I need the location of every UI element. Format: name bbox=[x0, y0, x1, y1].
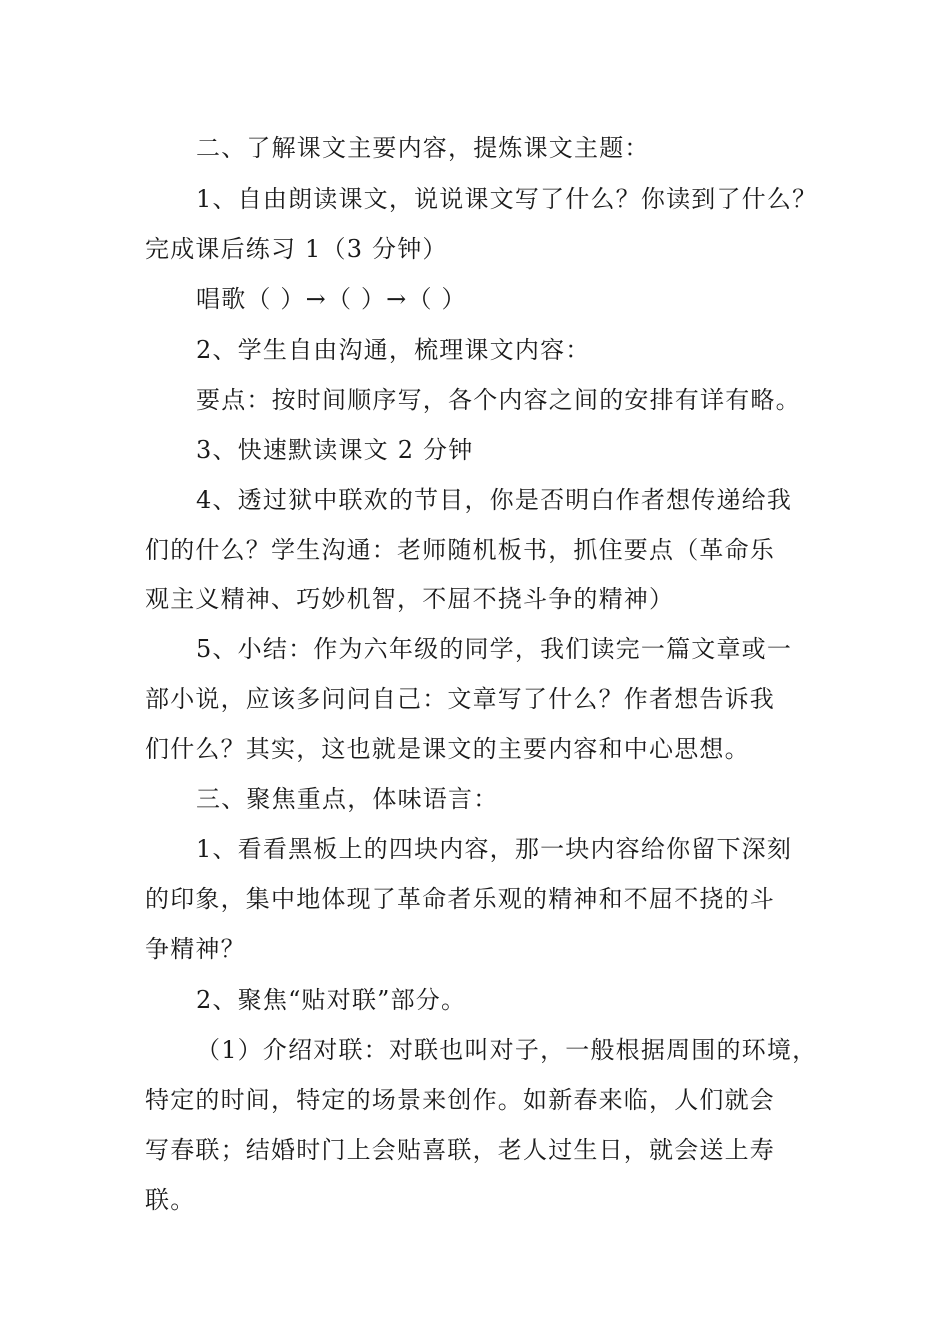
paragraph-line: 3、快速默读课文 2 分钟 bbox=[196, 436, 474, 464]
paragraph-line: 们的什么？学生沟通：老师随机板书，抓住要点（革命乐 bbox=[145, 536, 775, 564]
paragraph-line: 争精神？ bbox=[145, 935, 246, 963]
paragraph-line: 1、自由朗读课文，说说课文写了什么？你读到了什么？ bbox=[196, 185, 818, 213]
paragraph-line: 联。 bbox=[145, 1186, 196, 1214]
section-heading-2: 二、了解课文主要内容，提炼课文主题： bbox=[196, 134, 650, 162]
paragraph-line: 2、聚焦“贴对联”部分。 bbox=[196, 986, 467, 1014]
paragraph-line: 完成课后练习 1（3 分钟） bbox=[145, 235, 448, 263]
paragraph-line: （1）介绍对联：对联也叫对子，一般根据周围的环境， bbox=[196, 1036, 818, 1064]
paragraph-line: 部小说，应该多问问自己：文章写了什么？作者想告诉我 bbox=[145, 685, 775, 713]
paragraph-line: 们什么？其实，这也就是课文的主要内容和中心思想。 bbox=[145, 735, 750, 763]
paragraph-line: 2、学生自由沟通，梳理课文内容： bbox=[196, 336, 591, 364]
paragraph-line: 观主义精神、巧妙机智，不屈不挠斗争的精神） bbox=[145, 585, 675, 613]
paragraph-line: 特定的时间，特定的场景来创作。如新春来临，人们就会 bbox=[145, 1086, 775, 1114]
paragraph-line: 5、小结：作为六年级的同学，我们读完一篇文章或一 bbox=[196, 635, 793, 663]
paragraph-line: 1、看看黑板上的四块内容，那一块内容给你留下深刻 bbox=[196, 835, 793, 863]
section-heading-3: 三、聚焦重点，体味语言： bbox=[196, 785, 499, 813]
paragraph-line: 要点：按时间顺序写，各个内容之间的安排有详有略。 bbox=[196, 386, 801, 414]
paragraph-line: 唱歌（ ）→（ ）→（ ） bbox=[196, 285, 467, 313]
paragraph-line: 的印象，集中地体现了革命者乐观的精神和不屈不挠的斗 bbox=[145, 885, 775, 913]
paragraph-line: 写春联；结婚时门上会贴喜联，老人过生日，就会送上寿 bbox=[145, 1136, 775, 1164]
paragraph-line: 4、透过狱中联欢的节目，你是否明白作者想传递给我 bbox=[196, 486, 793, 514]
